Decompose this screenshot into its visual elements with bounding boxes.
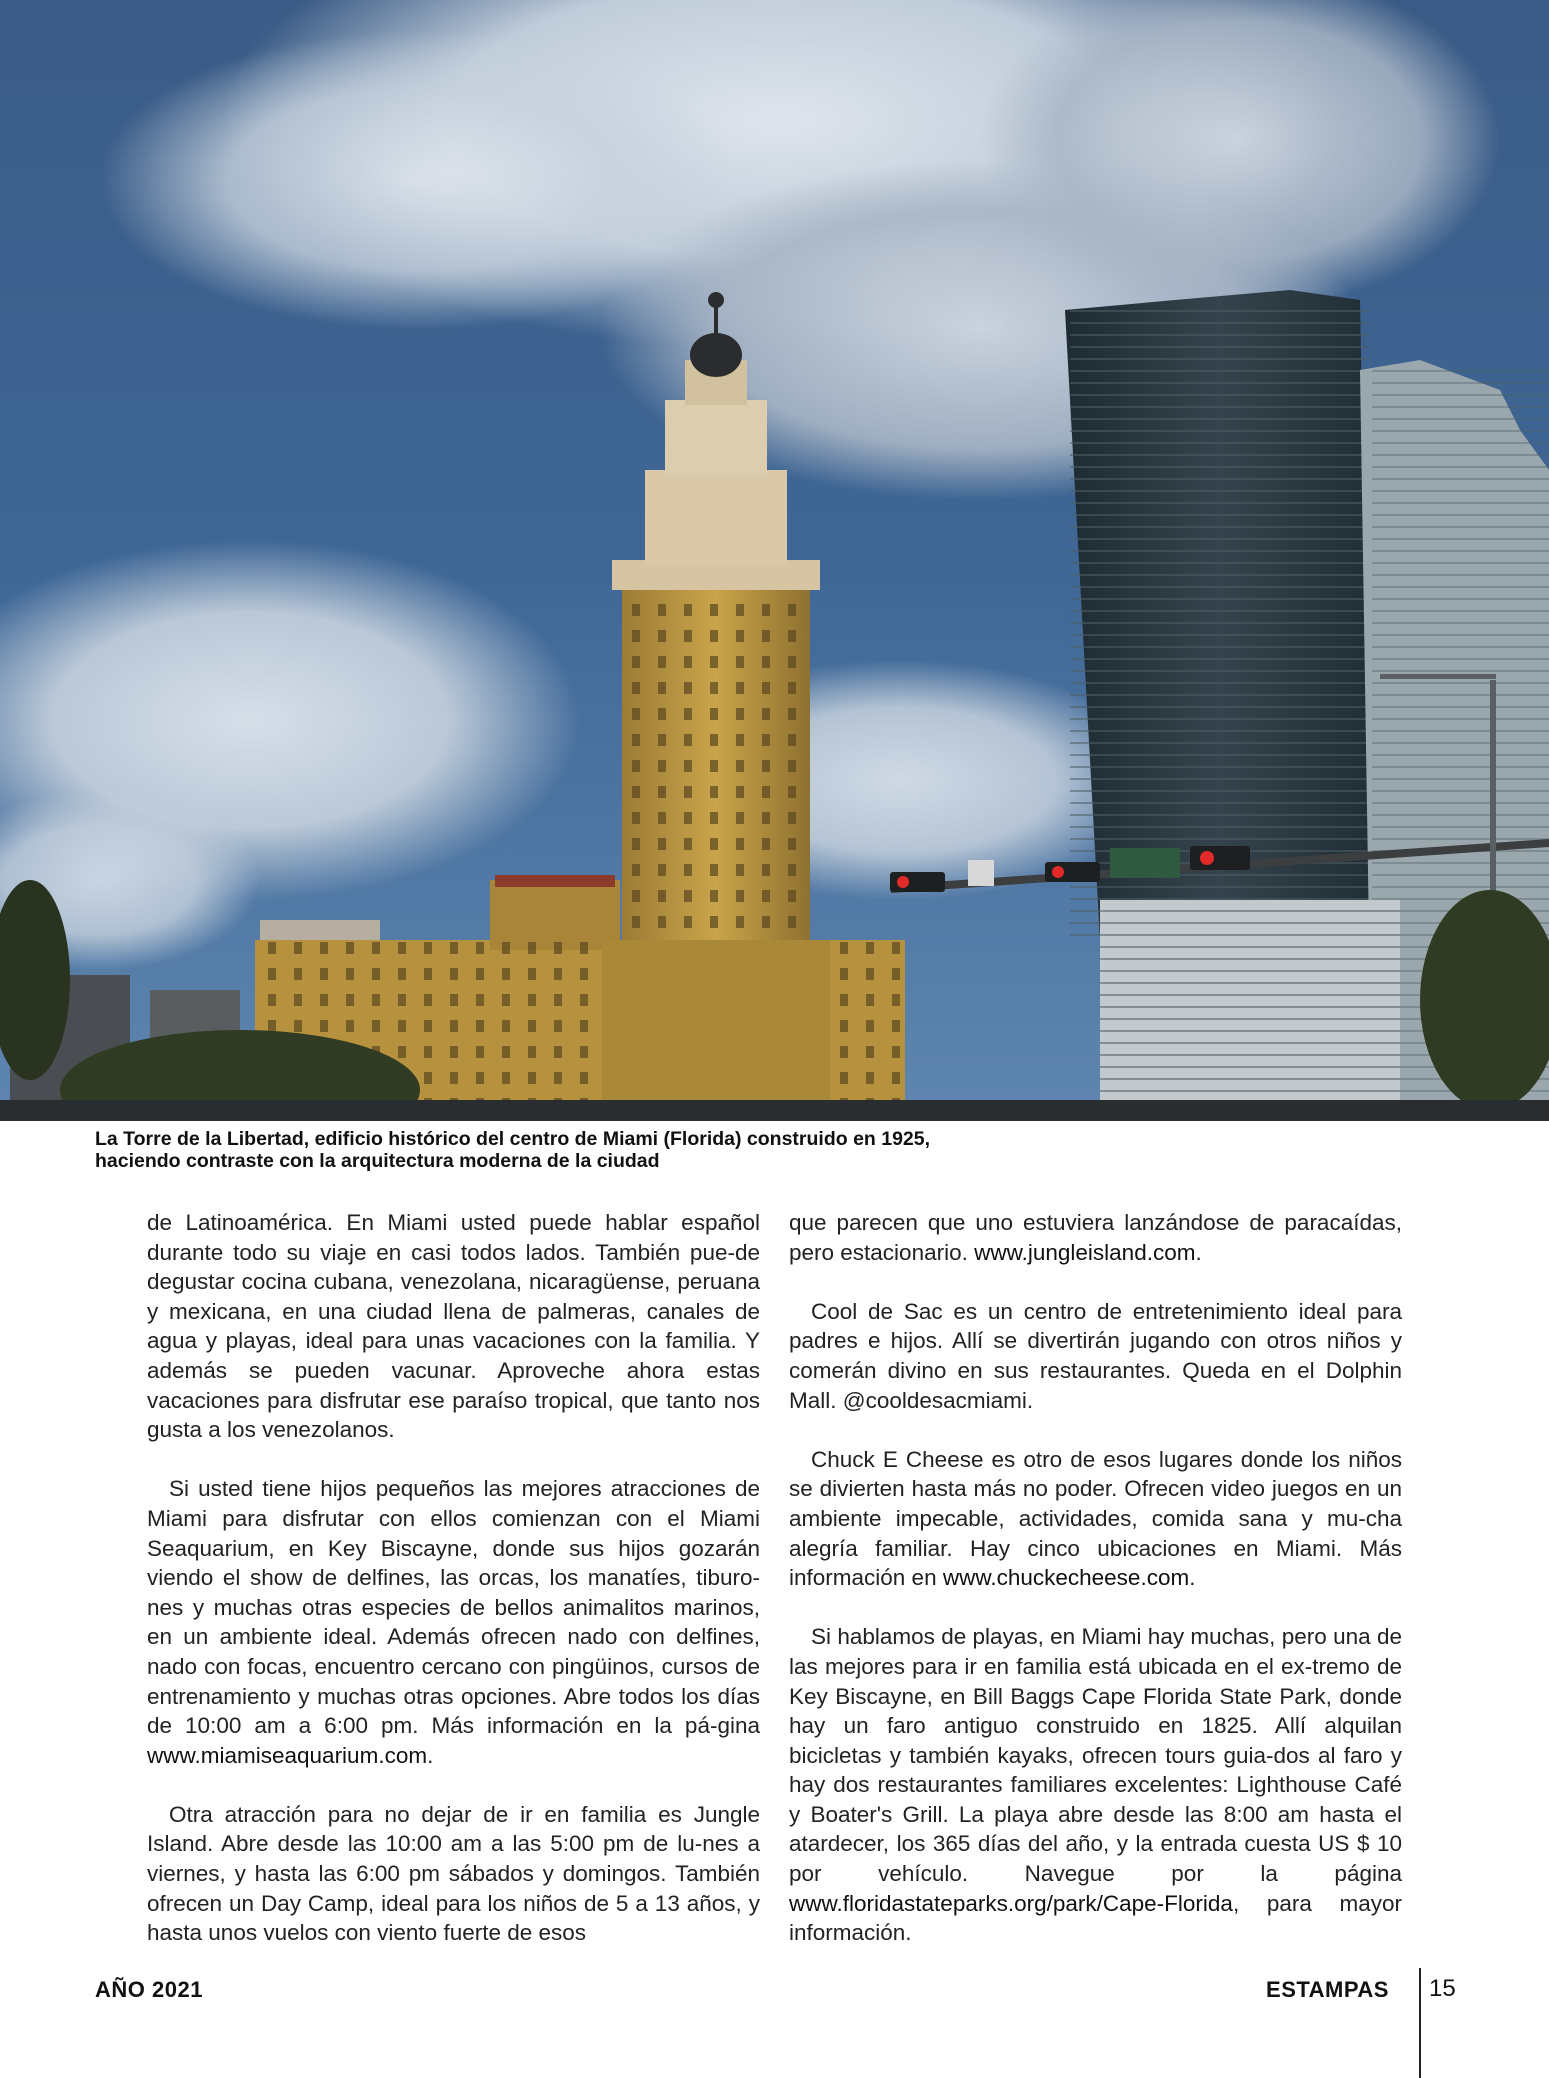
footer-magazine-name: ESTAMPAS [1266, 1977, 1389, 2002]
paragraph: Otra atracción para no dejar de ir en familia es Jungle Island. Abre desde las 10:00 am a las 5:00 pm de lu-nes a viernes, y hasta las 6:00 pm sábados y domingos. También ofrecen un Day Camp, ideal para los niños de 5 a 13 años, y hasta unos vuelos con viento fuerte de esos [147, 1801, 760, 1946]
paragraph-text: Si hablamos de playas, en Miami hay muchas, pero una de las mejores para ir en familia está ubicada en el ex-tremo de Key Biscayne, en Bill Baggs Cape Florida State Park, donde hay un faro antiguo construido en 1825. Allí alquilan bicicletas y también kayaks, ofrecen tours guia-dos al faro y hay dos restaurantes familiares excelentes: Lighthouse Café y Boater's Grill. La playa abre desde las 8:00 am hasta el atardecer, los 365 días del año, y la entrada cuesta US $ 10 por vehículo. Navegue por la página [789, 1624, 1402, 1887]
paragraph: Cool de Sac es un centro de entretenimiento ideal para padres e hijos. Allí se divertirán jugando con otros niños y comerán divino en sus restaurantes. Queda en el Dolphin Mall. @cooldesacmiami. [789, 1298, 1402, 1413]
paragraph-end: . [1195, 1239, 1202, 1265]
floridastateparks-link[interactable]: www.floridastateparks.org/park/Cape-Florida [789, 1890, 1233, 1916]
paragraph-text: que parecen que uno estuviera lanzándose de paracaídas, pero estacionario. [789, 1210, 1402, 1265]
footer-divider [1419, 1968, 1421, 2078]
paragraph [789, 1622, 1402, 1948]
paragraph-text: Si usted tiene hijos pequeños las mejores atracciones de Miami para disfrutar con ellos comienzan con el Miami Seaquarium, en Key Biscayne, donde sus hijos gozarán viendo el show de delfines, las orcas, los manatíes, tiburo-nes y muchas otras especies de bellos animalitos marinos, en un ambiente ideal. Además ofrecen nado con delfines, nado con focas, encuentro cercano con pingüinos, cursos de entrenamiento y muchas otras opciones. Abre todos los días de 10:00 am a 6:00 pm. Más información en la pá-gina [147, 1476, 760, 1739]
caption-line-2: haciendo contraste con la arquitectura moderna de la ciudad [95, 1150, 660, 1172]
jungleisland-link[interactable]: www.jungleisland.com [974, 1239, 1196, 1265]
paragraph-end: , para mayor información. [789, 1890, 1402, 1946]
footer-year: AÑO 2021 [95, 1977, 203, 2002]
article-left-column [147, 1208, 760, 1948]
paragraph [789, 1208, 1402, 1267]
paragraph [147, 1474, 760, 1770]
page-number: 15 [1429, 1975, 1456, 2002]
caption-line-1: La Torre de la Libertad, edificio histórico del centro de Miami (Florida) construido en 1925, [95, 1128, 931, 1150]
paragraph-end: . [427, 1742, 434, 1768]
paragraph [789, 1445, 1402, 1593]
chuckecheese-link[interactable]: www.chuckecheese.com [942, 1565, 1190, 1591]
paragraph: de Latinoamérica. En Miami usted puede hablar español durante todo su viaje en casi todos lados. También pue-de degustar cocina cubana, venezolana, nicaragüense, peruana y mexicana, en una ciudad llena de palmeras, canales de agua y playas, ideal para unas vacaciones con la familia. Y además se pueden vacunar. Aproveche ahora estas vacaciones para disfrutar ese paraíso tropical, que tanto nos gusta a los venezolanos. [147, 1210, 760, 1443]
paragraph-end: . [1189, 1565, 1196, 1591]
photo-caption [95, 1128, 995, 1172]
seaquarium-link[interactable]: www.miamiseaquarium.com [147, 1742, 428, 1768]
article-right-column [789, 1208, 1402, 1948]
paragraph-text: Chuck E Cheese es otro de esos lugares donde los niños se divierten hasta más no poder. Ofrecen video juegos en un ambiente impecable, actividades, comida sana y mu-cha alegría familiar. Hay cinco ubicaciones en Miami. Más información en [789, 1446, 1402, 1591]
